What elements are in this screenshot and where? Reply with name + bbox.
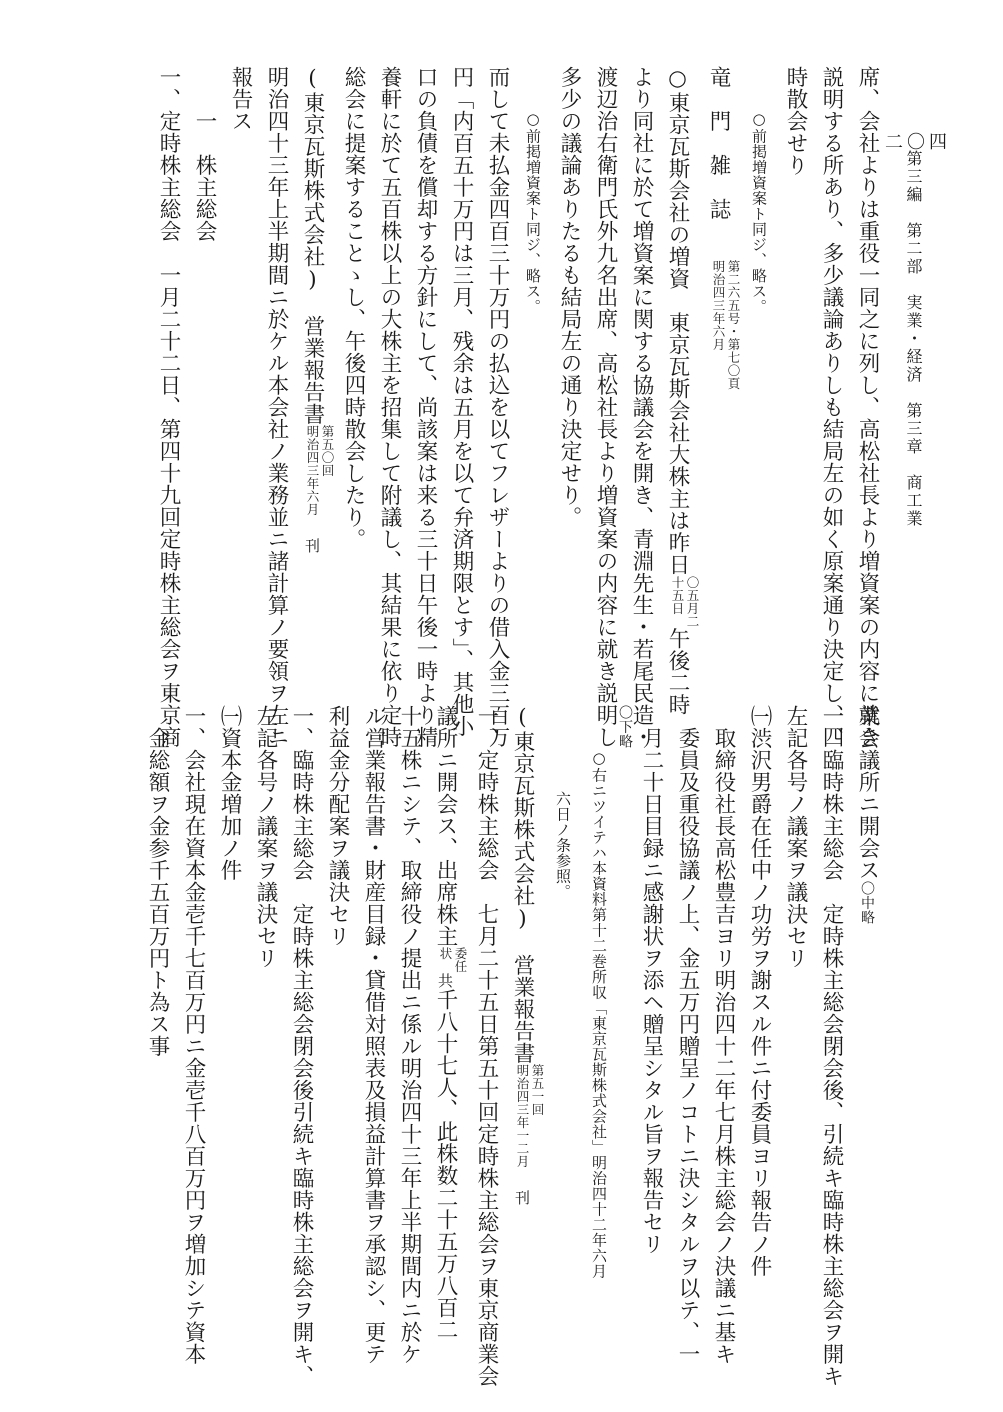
lower-line-15: ル営業報告書・財産目録・貸借対照表及損益計算書ヲ承認シ、更テ [361, 705, 386, 1365]
lower-line-3: 左記各号ノ議案ヲ議決セリ [783, 705, 808, 969]
lower-line-1: 業会議所ニ開会ス〇中略 [855, 705, 880, 925]
source-ref-report-51: 第五一回 明治四三年一二月 [515, 1064, 545, 1168]
page-number: 二〇四 [885, 132, 951, 153]
lower-line-13: 議所ニ開会ス、出席株主 委任 状 共千八十七人、此株数二十五万八百二 [433, 705, 468, 1341]
upper-line-3: 時散会せり [783, 66, 808, 176]
lower-line-10: 六日ノ条参照。 [554, 791, 572, 900]
upper-line-8: 渡辺治右衛門氏外九名出席、高松社長より増資案の内容に就き説明し [593, 66, 618, 748]
source-title-report-51: (東京瓦斯株式会社) 営業報告書 [510, 705, 535, 1064]
running-head: 第三編 第二部 実業・経済 第三章 商工業 [904, 150, 923, 528]
lower-line-9: ○右ニツイテハ本資料第十二巻所収「東京瓦斯株式会社」明治四十二年六月 [590, 749, 608, 1279]
upper-line-11: 而して未払金四百三十万円の払込を以てフレザーよりの借入金三百万 [485, 66, 510, 748]
upper-line-16: (東京瓦斯株式会社) 営業報告書 第五〇回 明治四三年六月 刊 [300, 66, 335, 554]
lower-line-6: 委員及重役協議ノ上、金五万円贈呈ノコトニ決シタルヲ以テ、一 [675, 727, 700, 1365]
lower-line-17: 一、臨時株主総会 定時株主総会閉会後引続キ臨時株主総会ヲ開キ、 [289, 705, 314, 1387]
lower-line-5: 取締役社長高松豊吉ヨリ明治四十二年七月株主総会ノ決議ニ基キ [711, 727, 736, 1365]
lower-line-7: 月二十日目録ニ感謝状ヲ添ヘ贈呈シタル旨ヲ報告セリ [639, 727, 664, 1255]
lower-line-19: ㈠資本金増加ノ件 [217, 705, 242, 881]
upper-line-12: 円「内百五十万円は三月、残余は五月を以て弁済期限とす」、其他小 [449, 66, 474, 738]
upper-line-1: 席、会社よりは重役一同之に列し、高松社長より増資案の内容に就き [855, 66, 880, 748]
upper-line-2: 説明する所あり、多少議論ありしも結局左の如く原案通り決定し、四 [819, 66, 844, 748]
proxy-note: 委任 状 [438, 947, 468, 973]
upper-line-6: ○東京瓦斯会社の増資 東京瓦斯会社大株主は昨日 〇五月二 十五日 午後二時 [665, 66, 700, 716]
upper-line-13: 口の負債を償却する方針にして、尚該案は来る三十日午後一時より精 [413, 66, 438, 748]
source-ref-report-50: 第五〇回 明治四三年六月 [305, 425, 335, 516]
source-title-report-50: (東京瓦斯株式会社) 営業報告書 [300, 66, 325, 425]
upper-line-18: 報告ス [228, 66, 253, 132]
lower-line-12: 一、定時株主総会 七月二十五日第五十回定時株主総会ヲ東京商業会 [474, 705, 499, 1387]
upper-line-19: 一 株主総会 [192, 110, 217, 242]
upper-line-10: ○前掲増資案ト同ジ、略ス。 [524, 110, 542, 315]
running-head-column [895, 150, 931, 528]
lower-line-2: 一、臨時株主総会 定時株主総会閉会後、引続キ臨時株主総会ヲ開キ [819, 705, 844, 1387]
upper-line-5 [700, 66, 741, 666]
upper-line-17: 明治四十三年上半期間ニ於ケル本会社ノ業務並ニ諸計算ノ要領ヲ左ニ [264, 66, 289, 748]
source-title-ryumon: 竜 門 雑 誌 [706, 66, 731, 220]
lower-line-8: 〇下略 [617, 705, 633, 749]
upper-line-9: 多少の議論ありたるも結局左の通り決定せり。 [557, 66, 582, 528]
upper-line-7: より同社に於て増資案に関する協議会を開き、青淵先生・若尾民造・ [629, 66, 654, 748]
lower-line-14: 十五株ニシテ、取締役ノ提出ニ係ル明治四十三年上半期間内ニ於ケ [397, 705, 422, 1365]
source-ref-ryumon: 第二六五号・第七〇頁 明治四三年六月 [711, 260, 741, 390]
lower-line-18: 左記各号ノ議案ヲ議決セリ [253, 705, 278, 969]
upper-line-4: ○前掲増資案ト同ジ、略ス。 [750, 110, 768, 315]
lower-text-block [139, 705, 885, 1387]
upper-line-14: 養軒に於て五百株以上の大株主を招集して附議し、其結果に依り定時 [377, 66, 402, 748]
lower-line-16: 利益金分配案ヲ議決セリ [325, 705, 350, 947]
upper-line-15: 総会に提案することゝし、午後四時散会したり。 [341, 66, 366, 550]
lower-line-4: ㈠渋沢男爵在任中ノ功労ヲ謝スル件ニ付委員ヨリ報告ノ件 [747, 705, 772, 1277]
lower-line-11: (東京瓦斯株式会社) 営業報告書 第五一回 明治四三年一二月 刊 [510, 705, 545, 1206]
lower-line-21: 金総額ヲ金参千五百万円ト為ス事 [145, 727, 170, 1057]
upper-line-20: 一、定時株主総会 一月二十二日、第四十九回定時株主総会ヲ東京商 [156, 66, 181, 748]
lower-line-20: 一、会社現在資本金壱千七百万円ニ金壱千八百万円ヲ増加シテ資本 [181, 705, 206, 1365]
date-note: 〇五月二 十五日 [670, 575, 700, 628]
